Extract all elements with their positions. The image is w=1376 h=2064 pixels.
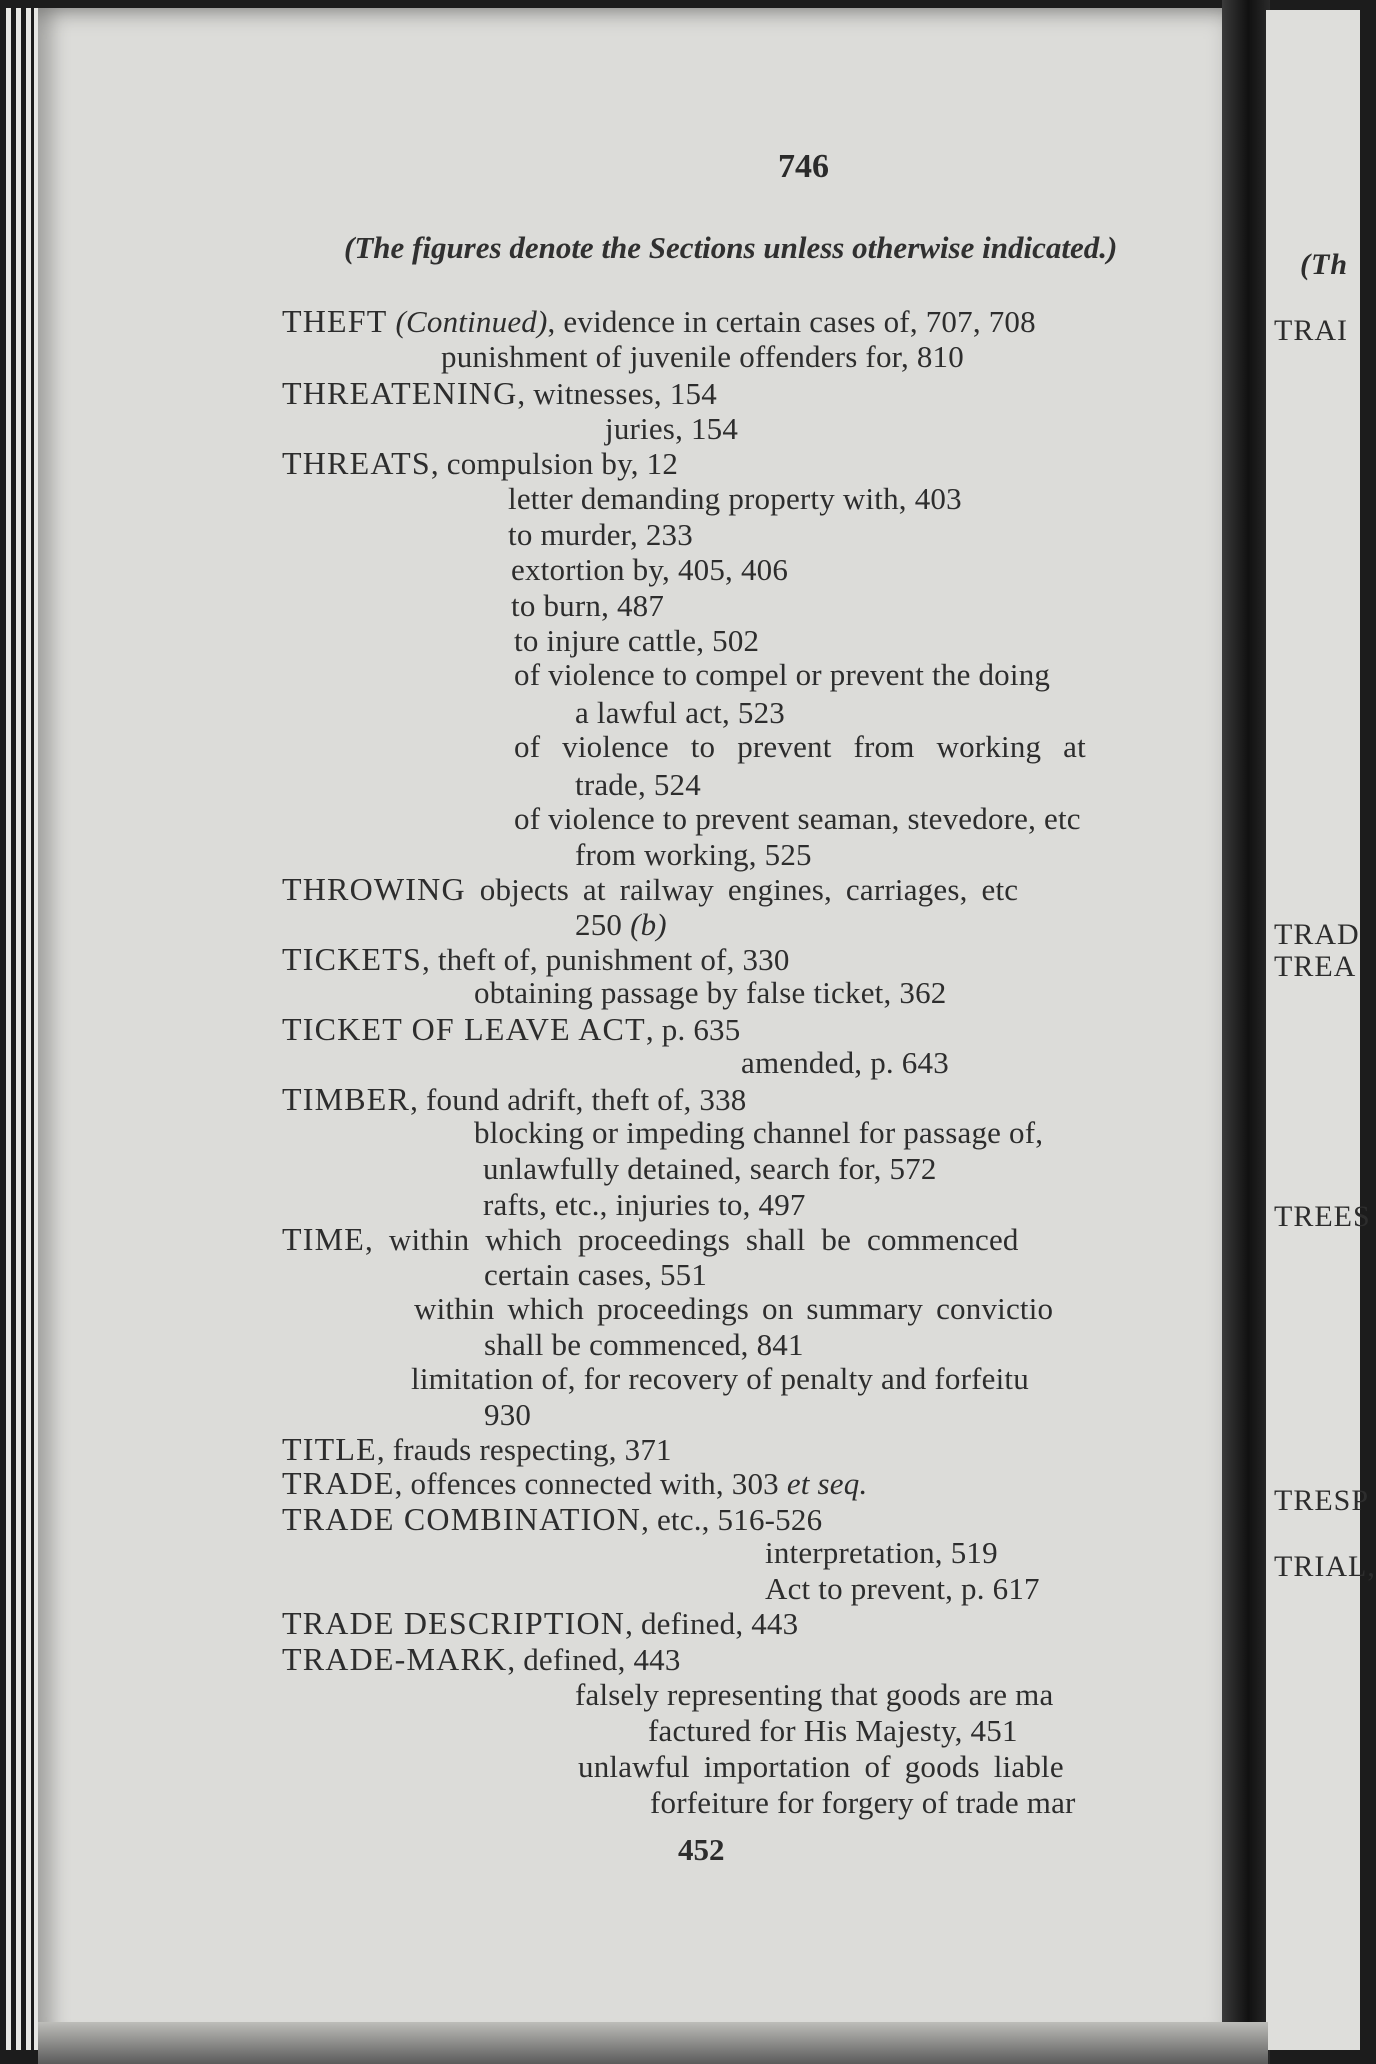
index-line: [514, 658, 1050, 692]
index-line: [411, 1362, 1029, 1396]
entry-text: to injure cattle, 502: [514, 623, 760, 658]
entry-text: within which proceedings on summary convictio: [414, 1291, 1054, 1326]
entry-text: rafts, etc., injuries to, 497: [483, 1187, 806, 1222]
index-line: [282, 1082, 746, 1117]
index-line: [605, 412, 738, 446]
entry-text: juries, 154: [605, 411, 739, 446]
index-line: [484, 1258, 707, 1292]
entry-text: , witnesses, 154: [517, 376, 717, 411]
right-entry-fragment: TRAD: [1274, 918, 1360, 951]
entry-text: Act to prevent, p. 617: [765, 1571, 1040, 1606]
entry-text: to murder, 233: [508, 517, 693, 552]
footer-number: 452: [678, 1832, 725, 1867]
right-note-fragment: (Th: [1300, 248, 1348, 281]
entry-text: , within which proceedings shall be commenced: [365, 1222, 1019, 1257]
entry-text: certain cases, 551: [484, 1257, 708, 1292]
index-line: [575, 696, 785, 730]
entry-text: shall be commenced, 841: [484, 1327, 804, 1362]
entry-italic: et seq.: [786, 1466, 868, 1501]
entry-italic: (Continued): [395, 304, 548, 339]
index-line: [282, 304, 1036, 339]
entry-text: trade, 524: [575, 767, 701, 802]
entry-text: a lawful act, 523: [575, 695, 785, 730]
header-note: (The figures denote the Sections unless otherwise indicated.): [344, 230, 1118, 265]
index-line: [765, 1536, 998, 1570]
entry-heading: TRADE-MARK: [282, 1641, 508, 1677]
entry-text: , evidence in certain cases of, 707, 708: [547, 304, 1036, 339]
entry-heading: THREATENING: [282, 375, 518, 411]
entry-heading: TRADE DESCRIPTION: [282, 1605, 626, 1641]
right-entry-fragment: TRESP: [1274, 1484, 1370, 1517]
index-line: [575, 768, 701, 802]
entry-text: blocking or impeding channel for passage of,: [474, 1115, 1044, 1150]
index-line: [511, 589, 664, 623]
entry-text: from working, 525: [575, 837, 812, 872]
entry-text: , compulsion by, 12: [430, 446, 679, 481]
entry-text: 250: [575, 907, 631, 942]
index-line: [508, 518, 693, 552]
entry-text: forfeiture for forgery of trade mar: [650, 1785, 1076, 1820]
right-entry-fragment: TREES: [1274, 1200, 1371, 1233]
entry-text: , found adrift, theft of, 338: [410, 1082, 747, 1117]
page-bottom-shadow: [38, 2022, 1268, 2064]
entry-text: extortion by, 405, 406: [511, 552, 789, 587]
entry-heading: THROWING: [282, 871, 466, 907]
index-line: [414, 1292, 1053, 1326]
entry-text: factured for His Majesty, 451: [648, 1713, 1018, 1748]
entry-text: unlawfully detained, search for, 572: [483, 1151, 937, 1186]
entry-text: objects at railway engines, carriages, etc: [465, 872, 1019, 907]
entry-text: , theft of, punishment of, 330: [421, 942, 790, 977]
index-line: [511, 553, 788, 587]
entry-text: , offences connected with, 303: [394, 1466, 787, 1501]
index-line: [650, 1786, 1076, 1820]
entry-text: letter demanding property with, 403: [508, 481, 962, 516]
index-line: [575, 1678, 1053, 1712]
left-page: [38, 8, 1256, 2048]
right-entry-fragment: TRIAL,: [1274, 1550, 1376, 1583]
index-line: [575, 908, 667, 942]
entry-text: punishment of juvenile offenders for, 810: [441, 339, 964, 374]
entry-heading: TITLE: [282, 1431, 377, 1467]
index-line: [483, 1188, 806, 1222]
index-line: [282, 1642, 681, 1677]
index-line: [514, 730, 1086, 764]
entry-text: to burn, 487: [511, 588, 665, 623]
entry-heading: TICKETS: [282, 941, 422, 977]
index-line: [484, 1398, 531, 1432]
index-line: [282, 446, 678, 481]
right-entry-fragment: TRAI: [1274, 314, 1348, 347]
entry-heading: TICKET OF LEAVE ACT: [282, 1011, 646, 1047]
index-line: [474, 976, 946, 1010]
entry-text: , defined, 443: [625, 1606, 799, 1641]
index-line: [282, 942, 790, 977]
entry-heading: TRADE COMBINATION: [282, 1501, 642, 1537]
right-page-fragment: [1266, 10, 1376, 2050]
index-line: [514, 624, 759, 658]
entry-text: limitation of, for recovery of penalty and forfeitu: [411, 1361, 1029, 1396]
index-line: [474, 1116, 1043, 1150]
right-entry-fragment: TREA: [1274, 950, 1357, 983]
index-line: [282, 1466, 867, 1501]
entry-text: 930: [484, 1397, 532, 1432]
entry-text: obtaining passage by false ticket, 362: [474, 975, 947, 1010]
index-line: [441, 340, 964, 374]
index-line: [282, 1606, 798, 1641]
index-line: [508, 482, 962, 516]
index-line: [282, 1502, 822, 1537]
entry-heading: TIMBER: [282, 1081, 411, 1117]
page-number: 746: [778, 148, 829, 185]
entry-text: interpretation, 519: [765, 1535, 998, 1570]
entry-heading: TRADE: [282, 1465, 395, 1501]
book-gutter: [1222, 0, 1270, 2064]
entry-text: , defined, 443: [507, 1642, 681, 1677]
index-line: [282, 1222, 1019, 1257]
entry-text: amended, p. 643: [741, 1045, 949, 1080]
index-line: [514, 802, 1081, 836]
entry-text: of violence to prevent from working at: [514, 729, 1086, 764]
entry-text: unlawful importation of goods liable: [578, 1749, 1064, 1784]
index-line: [282, 1012, 740, 1047]
index-line: [282, 376, 717, 411]
index-line: [282, 872, 1018, 907]
entry-heading: THEFT: [282, 303, 388, 339]
index-entries: [38, 8, 1256, 2048]
entry-text: of violence to compel or prevent the doing: [514, 657, 1051, 692]
entry-heading: THREATS: [282, 445, 431, 481]
entry-text: of violence to prevent seaman, stevedore, etc: [514, 801, 1081, 836]
entry-text: , p. 635: [645, 1012, 741, 1047]
index-line: [282, 1432, 672, 1467]
index-line: [484, 1328, 804, 1362]
entry-heading: TIME: [282, 1221, 366, 1257]
index-line: [741, 1046, 949, 1080]
entry-italic: (b): [630, 907, 667, 942]
entry-text: , frauds respecting, 371: [376, 1432, 672, 1467]
index-line: [765, 1572, 1040, 1606]
index-line: [648, 1714, 1018, 1748]
index-line: [578, 1750, 1064, 1784]
index-line: [575, 838, 812, 872]
entry-text: , etc., 516-526: [641, 1502, 823, 1537]
index-line: [483, 1152, 937, 1186]
entry-text: falsely representing that goods are ma: [575, 1677, 1054, 1712]
